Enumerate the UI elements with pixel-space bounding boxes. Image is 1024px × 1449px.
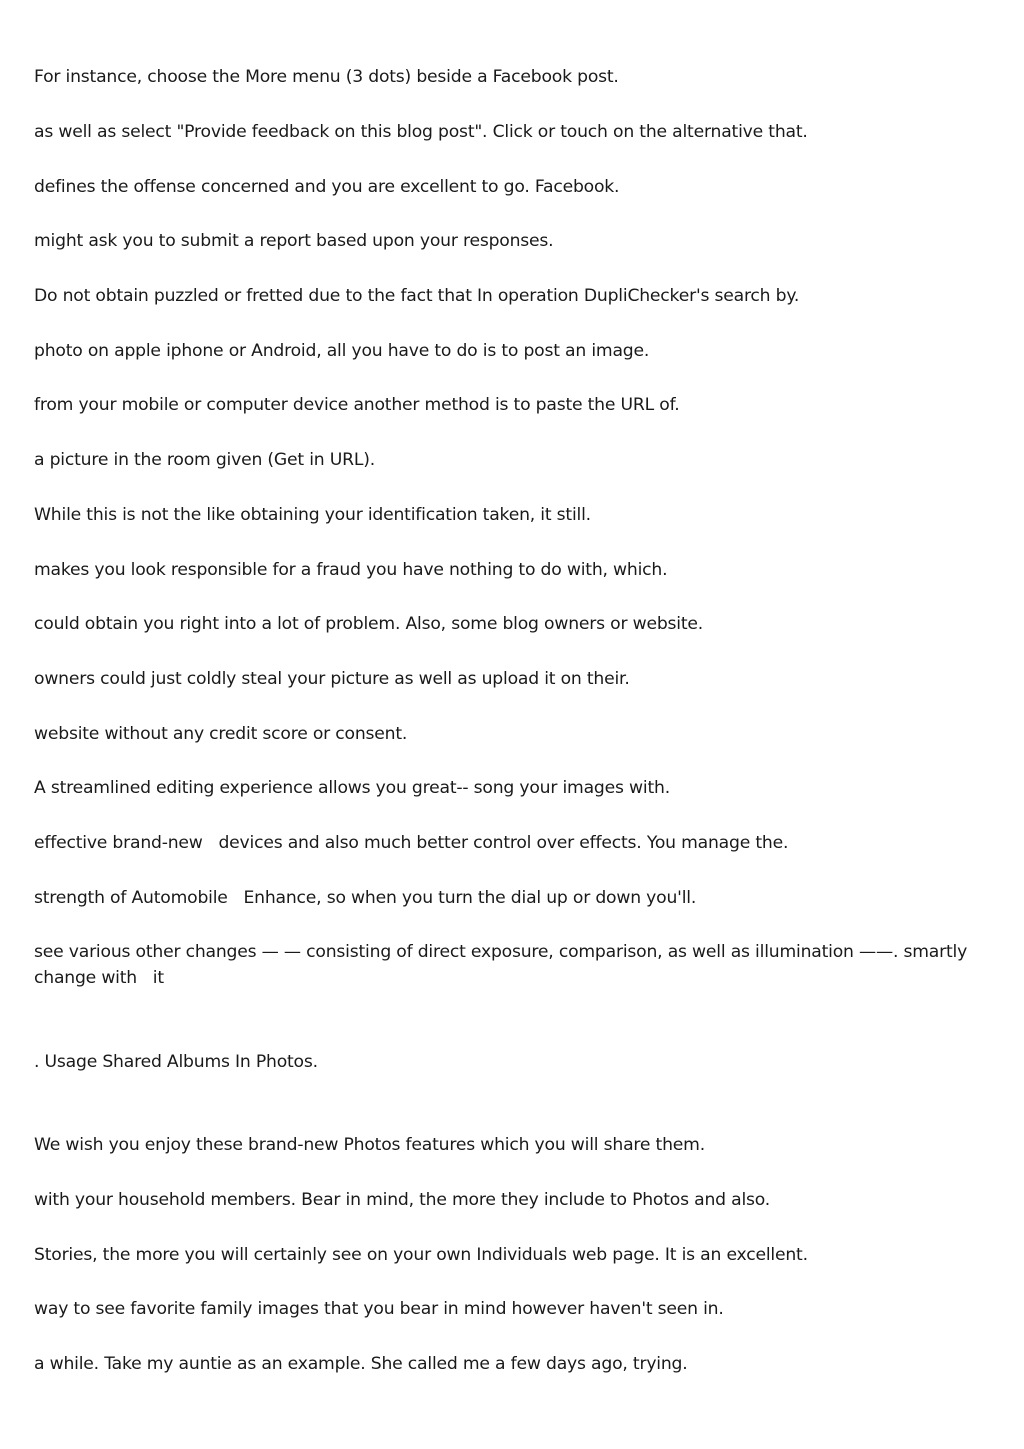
- paragraph: a picture in the room given (Get in URL).: [34, 450, 376, 470]
- paragraph: a while. Take my auntie as an example. She called me a few days ago, trying.: [34, 1354, 688, 1374]
- paragraph: effective brand-new devices and also much better control over effects. You manage the.: [34, 833, 789, 853]
- paragraph: For instance, choose the More menu (3 dots) beside a Facebook post.: [34, 67, 619, 87]
- paragraph: see various other changes — — consisting of direct exposure, comparison, as well as illumination ——. smartly change with it: [34, 942, 973, 988]
- paragraph: defines the offense concerned and you are excellent to go. Facebook.: [34, 177, 620, 197]
- paragraph: makes you look responsible for a fraud you have nothing to do with, which.: [34, 560, 668, 580]
- paragraph: from your mobile or computer device another method is to paste the URL of.: [34, 395, 680, 415]
- paragraph: While this is not the like obtaining your identification taken, it still.: [34, 505, 591, 525]
- paragraph: Stories, the more you will certainly see on your own Individuals web page. It is an excellent.: [34, 1245, 808, 1265]
- paragraph: way to see favorite family images that you bear in mind however haven't seen in.: [34, 1299, 724, 1319]
- paragraph: A streamlined editing experience allows you great-- song your images with.: [34, 778, 670, 798]
- paragraph: could obtain you right into a lot of problem. Also, some blog owners or website.: [34, 614, 704, 634]
- paragraph: with your household members. Bear in mind, the more they include to Photos and also.: [34, 1190, 771, 1210]
- paragraph: owners could just coldly steal your picture as well as upload it on their.: [34, 669, 630, 689]
- paragraph: might ask you to submit a report based upon your responses.: [34, 231, 554, 251]
- paragraph: photo on apple iphone or Android, all you have to do is to post an image.: [34, 341, 650, 361]
- paragraph: website without any credit score or consent.: [34, 724, 408, 744]
- paragraph: as well as select "Provide feedback on this blog post". Click or touch on the alternative that.: [34, 122, 808, 142]
- paragraph: We wish you enjoy these brand-new Photos features which you will share them.: [34, 1135, 705, 1155]
- paragraph: strength of Automobile Enhance, so when you turn the dial up or down you'll.: [34, 888, 697, 908]
- paragraph: Do not obtain puzzled or fretted due to the fact that In operation DupliChecker's search by.: [34, 286, 800, 306]
- section-heading: . Usage Shared Albums In Photos.: [34, 1052, 318, 1072]
